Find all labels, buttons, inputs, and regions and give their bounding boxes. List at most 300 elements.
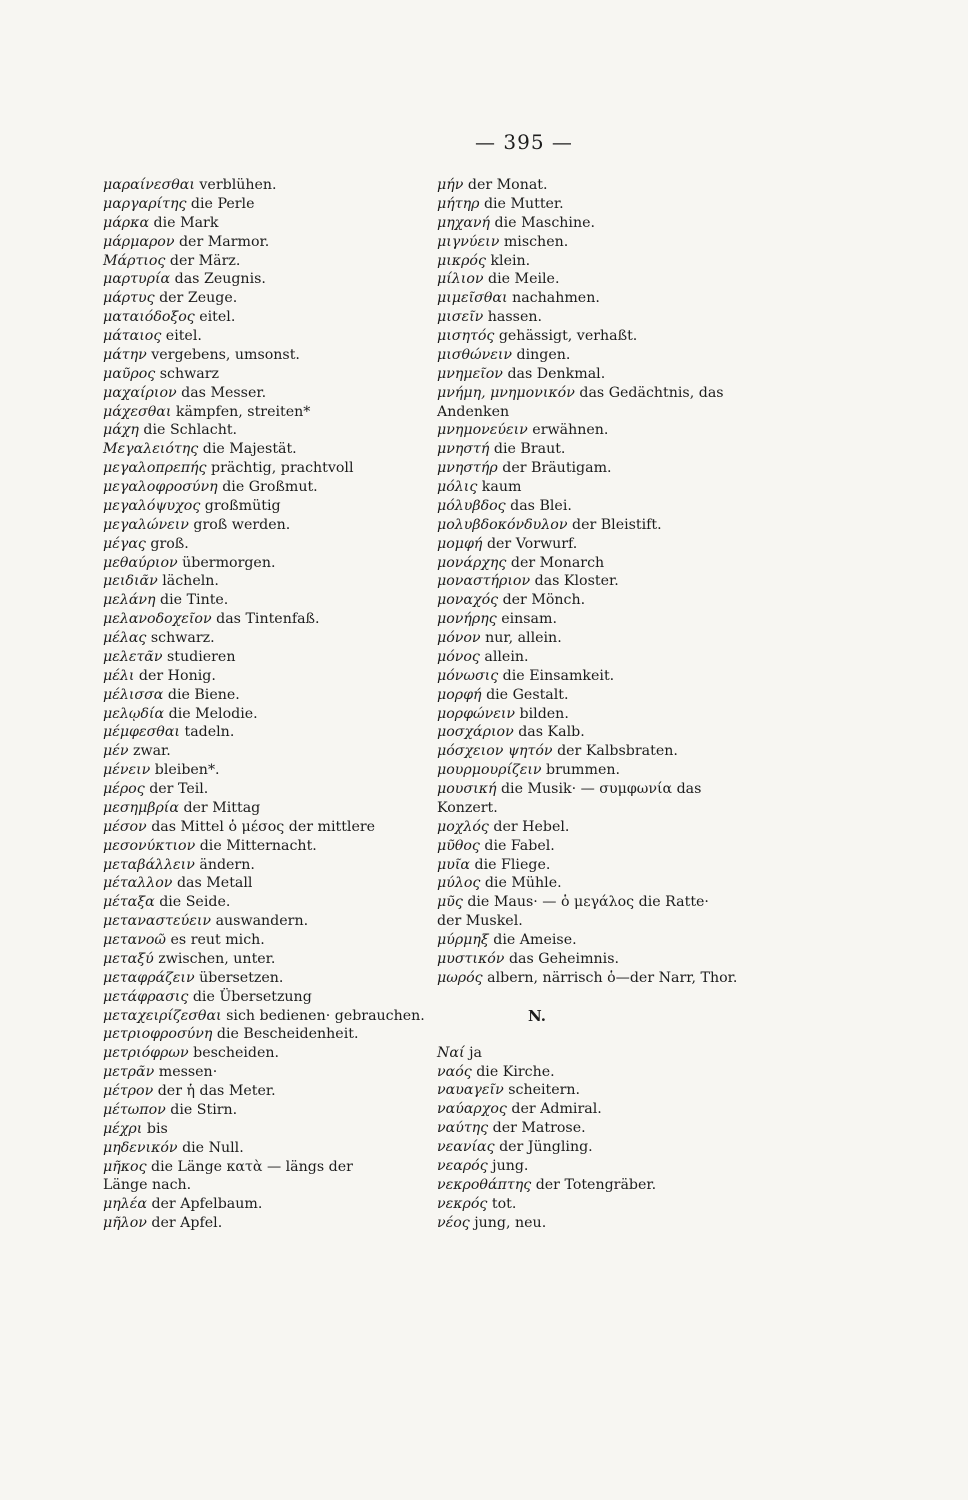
german-translation: das Kalb. [518,724,585,741]
dictionary-entry [103,1082,423,1101]
greek-headword: μέλας [103,630,147,646]
greek-headword: μελανοδοχεῖον [103,611,212,628]
greek-headword: μεταφράζειν [103,969,195,986]
dictionary-entry [437,365,757,384]
greek-headword: μεγαλόψυχος [103,497,201,514]
german-translation: tadeln. [184,724,235,741]
dictionary-entry [103,1176,423,1195]
german-translation: die Fabel. [484,837,555,854]
greek-headword: Ναί [437,1044,465,1061]
greek-headword: μοχλός [437,818,489,835]
german-translation: das Geheimnis. [508,950,619,967]
dictionary-entry [103,1044,423,1063]
dictionary-entry [437,1138,757,1157]
german-translation: vergebens, umsonst. [151,346,300,363]
german-translation: der Bleistift. [571,516,662,533]
german-translation: der März. [169,252,241,269]
greek-headword: μύλος [437,875,481,892]
greek-headword: μάτην [103,346,147,363]
german-translation: ja [469,1044,482,1061]
dictionary-entry [437,421,757,440]
greek-headword: μυῖα [437,856,470,873]
german-translation: die Gestalt. [486,686,569,703]
dictionary-entry [103,950,423,969]
german-translation: der Vorwurf. [486,535,578,552]
german-translation: die Mühle. [484,875,562,892]
german-translation: der Teil. [149,781,209,797]
greek-headword: μιμεῖσθαι [437,290,508,307]
german-translation: nur, allein. [485,630,562,646]
dictionary-entry [437,233,757,252]
dictionary-entry [103,365,423,384]
greek-headword: μετριόφρων [103,1045,189,1062]
german-translation: die Null. [182,1139,244,1156]
dictionary-entry [103,893,423,912]
dictionary-entry [103,195,423,214]
german-translation: studieren [167,648,236,665]
german-translation: messen· [158,1064,218,1081]
dictionary-entry [103,176,423,195]
dictionary-entry [103,648,423,667]
german-translation: jung. [492,1157,529,1174]
german-translation: die Seide. [159,894,231,911]
dictionary-entry [103,214,423,233]
dictionary-entry [103,988,423,1007]
german-translation: das Zeugnis. [174,271,266,288]
german-translation: übermorgen. [182,554,276,571]
dictionary-entry [437,1157,757,1176]
greek-headword: μετρᾶν [103,1064,155,1081]
german-translation: die Kirche. [476,1063,555,1080]
dictionary-entry [437,384,757,403]
german-translation: die Maus· — ὁ μεγάλος die Ratte· [467,894,709,911]
greek-headword: μεγαλοπρεπής [103,460,207,477]
greek-headword: μήτηρ [437,195,480,212]
greek-headword: μαχαίριον [103,384,177,401]
greek-headword: μίλιον [437,271,484,288]
german-translation: zwar. [132,743,171,760]
dictionary-entry [103,931,423,950]
dictionary-entry [103,818,423,837]
greek-headword: μόνον [437,630,481,646]
dictionary-entry [437,478,757,497]
dictionary-entry [437,195,757,214]
greek-headword: μῆκος [103,1158,147,1175]
german-translation: auswandern. [215,913,309,930]
greek-headword: μολυβδοκόνδυλον [437,516,568,533]
dictionary-entry [103,1120,423,1139]
dictionary-entry [437,497,757,516]
greek-headword: μύρμηξ [437,932,489,948]
greek-headword: νεκροθάπτης [437,1176,532,1193]
dictionary-entry [437,535,757,554]
dictionary-entry [103,1139,423,1158]
german-translation: der Monat. [467,177,548,193]
german-translation: die Tinte. [160,592,229,609]
dictionary-entry [103,516,423,535]
section-header-n: N. [528,1006,546,1025]
dictionary-entry [437,950,757,969]
greek-headword: μαραίνεσθαι [103,177,195,193]
dictionary-entry [437,761,757,780]
german-translation: der Zeuge. [159,290,238,307]
german-translation: die Musik· — συμφωνία das [500,781,702,797]
german-translation: die Maschine. [494,214,596,231]
greek-headword: μῦθος [437,837,480,854]
dictionary-entry [437,1195,757,1214]
greek-headword: μάρτυς [103,290,155,307]
greek-headword: νεαρός [437,1157,488,1174]
german-translation: bis [146,1120,168,1137]
dictionary-entry [437,874,757,893]
dictionary-entry [103,459,423,478]
greek-headword: μεταβάλλειν [103,856,195,873]
german-translation: mischen. [503,233,569,250]
german-translation: die Übersetzung [192,988,312,1005]
german-translation: dingen. [516,346,571,363]
greek-headword: μεσημβρία [103,799,179,816]
german-translation: die Majestät. [202,441,297,458]
dictionary-entry [437,818,757,837]
dictionary-entry [437,667,757,686]
greek-headword: μαρτυρία [103,271,171,288]
greek-headword: Μεγαλειότης [103,441,199,458]
dictionary-entry [103,723,423,742]
german-translation: großmütig [204,497,281,514]
dictionary-entry [103,421,423,440]
german-translation: verblühen. [199,177,277,193]
dictionary-entry [437,308,757,327]
dictionary-entry [437,629,757,648]
german-translation: die Mitternacht. [199,837,317,854]
greek-headword: μάρμαρον [103,233,175,250]
greek-headword: μετανοῶ [103,932,166,948]
greek-headword: μετριοφροσύνη [103,1026,213,1043]
german-translation: das Denkmal. [507,365,606,382]
dictionary-entry [437,1214,757,1233]
german-translation: der Admiral. [511,1101,602,1118]
greek-headword: μῦς [437,894,463,911]
german-translation: die Perle [190,195,255,212]
dictionary-entry [103,289,423,308]
dictionary-entry [437,912,757,931]
greek-headword: μήν [437,177,464,193]
dictionary-entry [437,459,757,478]
page-number: — 395 — [475,130,573,154]
german-translation: der Bräutigam. [502,460,612,477]
german-translation: die Mutter. [483,195,564,212]
german-translation: groß. [150,535,189,552]
greek-headword: νέος [437,1214,470,1231]
german-translation: der Matrose. [492,1120,586,1137]
german-translation: Konzert. [437,799,498,816]
german-translation: der Hebel. [493,818,570,835]
dictionary-entry [103,497,423,516]
dictionary-entry [103,384,423,403]
greek-headword: μέλισσα [103,686,164,703]
greek-headword: μελῳδία [103,705,165,722]
greek-headword: ναός [437,1063,472,1080]
greek-headword: ναύαρχος [437,1101,507,1118]
german-translation: allein. [484,648,529,665]
dictionary-entry [103,837,423,856]
german-translation: klein. [490,252,531,269]
section-n-entries [437,1044,757,1233]
greek-headword: μιγνύειν [437,233,500,250]
dictionary-entry [437,1063,757,1082]
greek-headword: μονήρης [437,611,497,628]
greek-headword: μορφώνειν [437,705,516,722]
greek-headword: μνήμη, μνημονικόν [437,384,575,401]
greek-headword: μεθαύριον [103,554,178,571]
dictionary-entry [103,478,423,497]
german-translation: der Apfel. [151,1215,223,1232]
greek-headword: μηχανή [437,214,491,231]
german-translation: lächeln. [162,573,219,590]
dictionary-entry [437,648,757,667]
greek-headword: μομφή [437,535,483,552]
german-translation: schwarz [159,365,220,382]
dictionary-entry [103,667,423,686]
dictionary-entry [103,308,423,327]
german-translation: kaum [481,479,522,495]
greek-headword: μεταναστεύειν [103,913,212,930]
german-translation: die Ameise. [493,932,577,948]
german-translation: die Mark [153,214,219,231]
dictionary-entry [103,233,423,252]
dictionary-entry [437,252,757,271]
german-translation: die Bescheidenheit. [216,1026,359,1043]
greek-headword: μνηστήρ [437,460,498,477]
greek-headword: μνηστή [437,441,490,458]
greek-headword: μόλυβδος [437,497,506,514]
german-translation: das Messer. [181,384,267,401]
german-translation: der Monarch [510,554,605,571]
german-translation: eitel. [199,309,236,326]
dictionary-entry [437,686,757,705]
greek-headword: ματαιόδοξος [103,309,195,326]
section-m-entries [437,176,757,988]
greek-headword: μέταλλον [103,875,173,892]
german-translation: bleiben*. [154,762,220,779]
dictionary-entry [103,799,423,818]
greek-headword: μεταχειρίζεσθαι [103,1007,222,1024]
dictionary-entry [437,837,757,856]
dictionary-entry [103,1214,423,1233]
dictionary-entry [437,1044,757,1063]
german-translation: die Fliege. [474,856,551,873]
dictionary-entry [437,931,757,950]
greek-headword: νεανίας [437,1139,495,1155]
german-translation: schwarz. [150,630,215,646]
greek-headword: μέσον [103,818,147,835]
greek-headword: μάχη [103,422,139,439]
greek-headword: μεταξύ [103,950,154,967]
greek-headword: μένειν [103,762,151,779]
german-translation: der Honig. [138,667,216,684]
greek-headword: μισεῖν [437,309,484,326]
dictionary-entry [437,176,757,195]
german-translation: die Großmut. [222,479,318,495]
german-translation: eitel. [165,328,202,344]
dictionary-entry [437,554,757,573]
dictionary-entry [103,705,423,724]
german-translation: hassen. [487,309,542,326]
german-translation: Länge nach. [103,1177,192,1194]
dictionary-entry [103,610,423,629]
german-translation: das Gedächtnis, das [579,384,724,401]
german-translation: ändern. [199,856,255,873]
dictionary-entry [437,214,757,233]
german-translation: die Schlacht. [143,422,238,439]
dictionary-entry [103,346,423,365]
german-translation: der ἡ das Meter. [157,1083,276,1099]
greek-headword: μικρός [437,252,486,269]
german-translation: das Tintenfaß. [216,611,320,628]
greek-headword: μέρος [103,781,145,797]
german-translation: der Marmor. [178,233,270,250]
dictionary-entry [103,252,423,271]
german-translation: die Biene. [167,686,240,703]
greek-headword: μοσχάριον [437,724,514,741]
greek-headword: μουσική [437,781,497,797]
dictionary-entry [437,742,757,761]
greek-headword: μαργαρίτης [103,195,187,212]
dictionary-entry [437,723,757,742]
dictionary-entry [437,1081,757,1100]
dictionary-entry [437,1100,757,1119]
greek-headword: ναύτης [437,1120,489,1137]
dictionary-entry [437,572,757,591]
german-translation: der Kalbsbraten. [557,743,678,760]
dictionary-entry [437,969,757,988]
dictionary-entry [437,893,757,912]
greek-headword: μετάφρασις [103,988,189,1005]
greek-headword: μέλι [103,667,135,684]
dictionary-entry [103,1101,423,1120]
dictionary-entry [437,346,757,365]
german-translation: die Braut. [493,441,566,458]
dictionary-entry [437,591,757,610]
german-translation: kämpfen, streiten* [175,403,311,420]
dictionary-entry [103,742,423,761]
greek-headword: μαῦρος [103,365,156,382]
dictionary-entry [103,856,423,875]
dictionary-entry [103,403,423,422]
dictionary-entry [437,270,757,289]
dictionary-entry [103,912,423,931]
greek-headword: μόνωσις [437,667,499,684]
greek-headword: μῆλον [103,1215,147,1232]
greek-headword: μελάνη [103,592,156,609]
greek-headword: μόσχειον ψητόν [437,743,553,760]
dictionary-entry [103,780,423,799]
dictionary-entry [103,969,423,988]
german-translation: das Metall [176,875,253,892]
german-translation: prächtig, prachtvoll [211,460,354,477]
right-column [437,176,757,1232]
german-translation: das Kloster. [534,573,619,590]
dictionary-entry [437,516,757,535]
greek-headword: μέτρον [103,1083,154,1099]
german-translation: der Mönch. [502,592,586,609]
german-translation: nachahmen. [512,290,600,307]
german-translation: tot. [491,1195,517,1212]
greek-headword: μορφή [437,686,482,703]
dictionary-entry [103,591,423,610]
greek-headword: μάχεσθαι [103,403,172,420]
german-translation: erwähnen. [532,422,609,439]
german-translation: die Länge κατὰ — längs der [151,1158,353,1175]
german-translation: Andenken [437,403,510,420]
dictionary-entry [103,440,423,459]
greek-headword: μέμφεσθαι [103,724,180,741]
dictionary-entry [437,856,757,875]
dictionary-entry [103,554,423,573]
dictionary-entry [437,1119,757,1138]
greek-headword: μάρκα [103,214,150,231]
dictionary-entry [437,289,757,308]
greek-headword: μέχρι [103,1120,143,1137]
greek-headword: Μάρτιος [103,252,166,269]
german-translation: es reut mich. [170,932,265,948]
greek-headword: μηδενικόν [103,1139,178,1156]
dictionary-entry [437,705,757,724]
greek-headword: μελετᾶν [103,648,163,665]
greek-headword: μισητός [437,328,495,344]
german-translation: groß werden. [193,516,291,533]
dictionary-entry [103,874,423,893]
german-translation: die Melodie. [168,705,258,722]
german-translation: bilden. [519,705,569,722]
dictionary-entry [103,327,423,346]
dictionary-entry [103,1195,423,1214]
greek-headword: μέτωπον [103,1101,166,1118]
greek-headword: μηλέα [103,1196,147,1213]
german-translation: einsam. [501,611,557,628]
greek-headword: μόνος [437,648,480,665]
german-translation: zwischen, unter. [158,950,276,967]
greek-headword: μονάρχης [437,554,507,571]
dictionary-entry [103,1007,423,1026]
german-translation: der Mittag [183,799,261,816]
greek-headword: μωρός [437,969,483,986]
dictionary-entry [437,403,757,422]
greek-headword: μνημονεύειν [437,422,528,439]
greek-headword: μεγαλώνειν [103,516,189,533]
greek-headword: μουρμουρίζειν [437,762,542,779]
dictionary-entry [103,270,423,289]
greek-headword: μεγαλοφροσύνη [103,479,218,495]
dictionary-entry [103,535,423,554]
greek-headword: μέν [103,743,129,760]
dictionary-entry [437,610,757,629]
dictionary-entry [103,686,423,705]
dictionary-entry [103,572,423,591]
german-translation: das Mittel ὁ μέσος der mittlere [151,818,376,835]
german-translation: scheitern. [508,1082,581,1099]
greek-headword: μέταξα [103,894,155,911]
dictionary-entry [103,761,423,780]
german-translation: das Blei. [510,497,572,514]
dictionary-entry [103,1025,423,1044]
german-translation: der Muskel. [437,913,523,930]
dictionary-entry [103,1063,423,1082]
german-translation: gehässigt, verhaßt. [498,328,638,344]
greek-headword: μόλις [437,479,478,495]
greek-headword: μισθώνειν [437,346,513,363]
german-translation: der Jüngling. [499,1139,593,1155]
